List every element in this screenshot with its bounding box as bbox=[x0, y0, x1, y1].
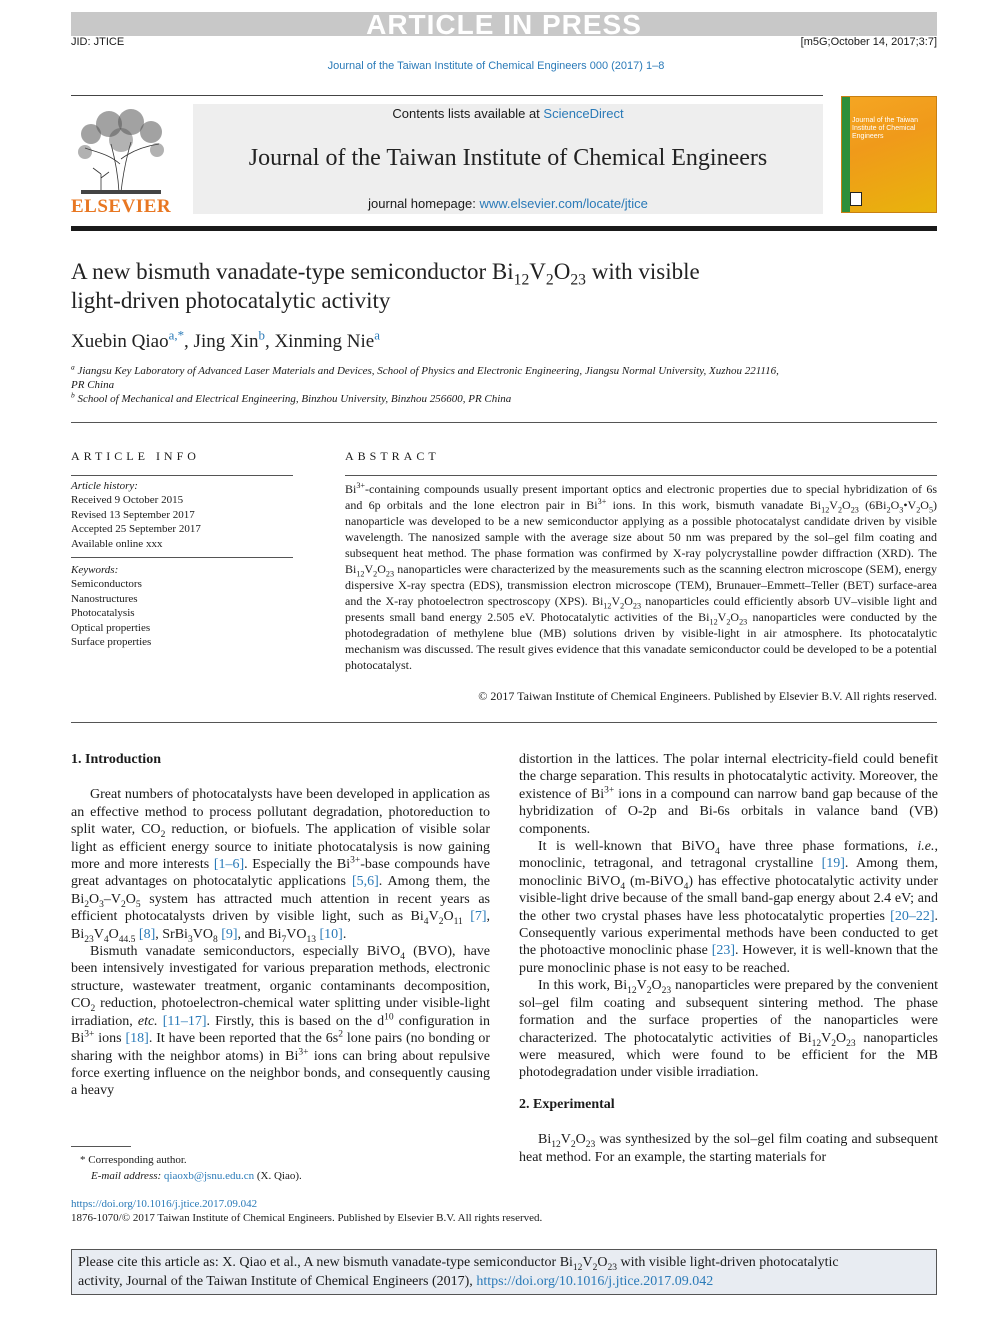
keyword: Optical properties bbox=[71, 621, 151, 634]
title-line-2: light-driven photocatalytic activity bbox=[71, 288, 391, 313]
author-list bbox=[71, 327, 380, 353]
journal-title: Journal of the Taiwan Institute of Chemical Engineers bbox=[248, 145, 768, 171]
author-sep: , bbox=[264, 331, 275, 352]
citation-box: Please cite this article as: X. Qiao et al., A new bismuth vanadate-type semiconductor $Bi_{12}V_2O_{23}$ with visible light-driven photocatalytic activity, Journal of the Taiwan Institute of Chemical Engineers (2017), https://doi.org/10.1016/j.jtice.2017.09.042 bbox=[71, 1249, 937, 1295]
corresponding-author-note: * Corresponding author. bbox=[80, 1154, 187, 1166]
author-name[interactable]: Xuebin Qiao bbox=[71, 331, 169, 352]
cite-text: with visible light-driven photocatalytic bbox=[616, 1255, 839, 1270]
author-mark[interactable]: a,* bbox=[168, 327, 185, 343]
reference-link[interactable]: [11–17] bbox=[162, 1013, 207, 1029]
reference-link[interactable]: [23] bbox=[711, 943, 736, 959]
build-stamp: [m5G;October 14, 2017;3:7] bbox=[800, 36, 937, 48]
reference-link[interactable]: [18] bbox=[125, 1031, 149, 1047]
body-column-left bbox=[71, 751, 490, 1100]
sciencedirect-link[interactable]: ScienceDirect bbox=[543, 106, 624, 121]
author-sep: , bbox=[184, 331, 194, 352]
journal-cover-thumbnail[interactable] bbox=[841, 96, 937, 213]
history-item: Available online xxx bbox=[71, 537, 163, 550]
reference-link[interactable]: [1–6] bbox=[213, 857, 245, 873]
masthead-top-rule bbox=[71, 95, 823, 96]
email-label: E-mail address: bbox=[91, 1170, 164, 1182]
history-item: Accepted 25 September 2017 bbox=[71, 523, 201, 536]
journal-id: JID: JTICE bbox=[71, 36, 125, 48]
info-rule bbox=[71, 557, 293, 558]
history-label: Article history: bbox=[71, 480, 138, 492]
title-sub: 12 bbox=[513, 271, 530, 289]
author-mark[interactable]: b bbox=[258, 327, 265, 343]
masthead-bottom-rule bbox=[71, 226, 937, 231]
email-link[interactable]: qiaoxb@jsnu.edu.cn bbox=[163, 1170, 255, 1182]
article-title bbox=[71, 257, 937, 315]
title-sub: 23 bbox=[570, 271, 586, 289]
reference-link[interactable]: [5,6] bbox=[351, 874, 379, 890]
title-text: A new bismuth vanadate-type semiconductor Bi bbox=[71, 259, 514, 284]
keyword: Photocatalysis bbox=[71, 607, 135, 620]
article-in-press-text: ARTICLE IN PRESS bbox=[366, 9, 642, 40]
homepage-prefix: journal homepage: bbox=[368, 196, 480, 211]
doi-link[interactable]: https://doi.org/10.1016/j.jtice.2017.09.042 bbox=[71, 1198, 258, 1210]
abstract-bottom-rule bbox=[71, 722, 937, 723]
paragraph: It is well-known that BiVO$_4$ have three phase formations, i.e., monoclinic, tetragonal, and tetragonal crystalline [19]. Among them, monoclinic BiVO$_4$ (m-BiVO$_4$) has effective photocatalytic activity under visible-light drive because of the small band-gap energy about 2.4 eV; and the other two crystal phases have less photocatalytic properties [20–22]. Consequently various experimental methods have been conducted to get the photoactive monoclinic phase [23]. However, it is well-known that the pure monoclinic phase is not easy to be reached. bbox=[519, 839, 938, 976]
keywords-label: Keywords: bbox=[71, 564, 119, 576]
contents-prefix: Contents lists available at bbox=[392, 106, 544, 121]
homepage-line bbox=[193, 196, 823, 211]
abstract-heading: ABSTRACT bbox=[345, 449, 440, 463]
reference-link[interactable]: [20–22] bbox=[890, 908, 935, 924]
info-rule bbox=[71, 475, 293, 476]
article-history bbox=[71, 479, 293, 551]
history-item: Received 9 October 2015 bbox=[71, 494, 184, 507]
section-heading-experimental: 2. Experimental bbox=[519, 1096, 615, 1112]
contents-line bbox=[193, 106, 823, 121]
issn-line: 1876-1070/© 2017 Taiwan Institute of Chemical Engineers. Published by Elsevier B.V. All rights reserved. bbox=[71, 1212, 543, 1224]
abstract-rule bbox=[345, 475, 937, 476]
reference-link[interactable]: [10] bbox=[319, 926, 343, 942]
affiliation-text: PR China bbox=[71, 379, 115, 391]
paragraph: distortion in the lattices. The polar internal electricity-field could benefit the charge separation. This results in photocatalytic activity. Moreover, the existence of $Bi^{3+}$ ions in a compound can narrow band gap because of the hybridization of O-2p and Bi-6s orbitals in valance band (VB) components. bbox=[519, 752, 938, 837]
cite-text: Please cite this article as: X. Qiao et al., A new bismuth vanadate-type semiconductor Bi bbox=[78, 1255, 573, 1270]
affiliation-a bbox=[71, 364, 831, 392]
affiliation-text: Jiangsu Key Laboratory of Advanced Laser Materials and Devices, School of Physics and Electronic Engineering, Jiangsu Normal University, Xuzhou 221116, bbox=[77, 365, 779, 377]
author-name[interactable]: Xinming Nie bbox=[274, 331, 375, 352]
affiliation-mark: b bbox=[71, 390, 75, 400]
section-heading-introduction: 1. Introduction bbox=[71, 752, 161, 767]
abstract-copyright: © 2017 Taiwan Institute of Chemical Engineers. Published by Elsevier B.V. All rights reserved. bbox=[478, 689, 937, 703]
title-text: O bbox=[553, 259, 571, 284]
article-info-heading: ARTICLE INFO bbox=[71, 449, 200, 463]
reference-link[interactable]: [8] bbox=[138, 926, 156, 942]
elsevier-wordmark: ELSEVIER bbox=[71, 196, 172, 217]
affiliation-rule bbox=[71, 422, 937, 423]
paragraph: $Bi_{12}V_2O_{23}$ was synthesized by the sol–gel film coating and subsequent heat method. For an example, the starting materials for bbox=[519, 1132, 938, 1165]
title-sub: 2 bbox=[545, 271, 554, 289]
title-text: with visible bbox=[585, 259, 700, 284]
paragraph: In this work, $Bi_{12}V_2O_{23}$ nanoparticles were prepared by the convenient sol–gel film coating and subsequent sintering method. The phase formation and the surface properties of the nanoparticles were characterized. The photocatalytic activities of $Bi_{12}V_2O_{23}$ nanoparticles were measured, which were found to be efficient for the MB photodegradation under visible irradiation. bbox=[519, 978, 939, 1081]
keywords bbox=[71, 563, 293, 649]
email-suffix: (X. Qiao). bbox=[254, 1170, 302, 1182]
reference-link[interactable]: [9] bbox=[221, 926, 238, 942]
keyword: Nanostructures bbox=[71, 592, 138, 605]
article-in-press-banner bbox=[71, 9, 937, 40]
reference-link[interactable]: [19] bbox=[821, 856, 845, 872]
cite-doi-link[interactable]: https://doi.org/10.1016/j.jtice.2017.09.042 bbox=[476, 1274, 714, 1289]
cite-text: activity, Journal of the Taiwan Institute of Chemical Engineers (2017), bbox=[78, 1274, 477, 1289]
paragraph: Bismuth vanadate semiconductors, especially BiVO$_4$ (BVO), have been intensively investigated for various preparation methods, electronic structure, wastewater treatment, organic contaminants decomposition, $CO_2$ reduction, photoelectron-chemical water splitting under visible-light irradiation, etc. [11–17]. Firstly, this is based on the $d^{10}$ configuration in $Bi^{3+}$ ions [18]. It have been reported that the $6s^2$ lone pairs (no bonding or sharing with the neighbor atoms) in $Bi^{3+}$ ions can bring about repulsive force exerting influence on the neighbor bonds, and consequently causing a heavy bbox=[71, 944, 491, 1099]
author-name[interactable]: Jing Xin bbox=[193, 331, 259, 352]
footnote-rule bbox=[71, 1146, 131, 1147]
cover-emblem-icon bbox=[850, 192, 862, 206]
keyword: Semiconductors bbox=[71, 578, 142, 591]
reference-link[interactable]: [7] bbox=[470, 909, 487, 925]
cover-text: Journal of the Taiwan Institute of Chemical Engineers bbox=[852, 117, 919, 140]
author-mark[interactable]: a bbox=[374, 327, 380, 343]
email-note bbox=[91, 1169, 302, 1184]
abstract-text: $Bi^{3+}$-containing compounds usually present important optics and electronic properties due to special hybridization of 6s and 6p orbitals and the lone electron pair in $Bi^{3+}$ ions. In this work, bismuth vanadate $Bi_{12}V_2O_{23}$ $(6Bi_2O_3•V_2O_5)$ nanoparticle was developed to be a new semiconductor applying as a possible photocatalyst candidate driven by visible wavelength. The nanosized sample with the average size about 50 nm was prepared by the sol–gel film coating and subsequent heat method. The phase formation was confirmed by X-ray polycrystalline powder diffraction (XRD). The $Bi_{12}V_2O_{23}$ nanoparticles were characterized by the measurements such as the scanning electron microscope (SEM), energy dispersive X-ray spectra (EDS), transmission electron microscope (TEM), Brunauer–Emmett–Teller (BET) surface-area and the X-ray photoelectron spectroscopy (XPS). $Bi_{12}V_2O_{23}$ nanoparticles could efficiently absorb UV–visible light and presents small band energy 2.505 eV. Photocatalytic activities of the $Bi_{12}V_2O_{23}$ nanoparticles were conducted by the photodegradation of methylene blue (MB) solutions driven by visible-light in air atmosphere. Its photocatalytic mechanism was discussed. The result gives evidence that this vanadate semiconductor could be developed to be a potential photocatalyst. bbox=[345, 481, 938, 672]
homepage-link[interactable]: www.elsevier.com/locate/jtice bbox=[479, 196, 648, 211]
paragraph: Great numbers of photocatalysts have been developed in application as an effective method to process pollutant degradation, photoreduction to split water, $CO_2$ reduction, or biofuels. The application of visible solar light as efficient energy source to initiate photocatalysis is now gaining more and more interests [1–6]. Especially the $Bi^{3+}$-base compounds have great advantages on photocatalytic applications [5,6]. Among them, the $Bi_2O_3-V_2O_5$ system has attracted much attention in recent years as efficient photocatalysts driven by visible light, such as $Bi_4V_2O_{11}$ [7], $Bi_{23}V_4O_{44.5}$ [8], $SrBi_3VO_8$ [9], and $Bi_7VO_{13}$ [10]. bbox=[71, 787, 491, 945]
affiliation-mark: a bbox=[71, 362, 75, 372]
cover-stripe bbox=[842, 97, 850, 212]
corresponding-text: Corresponding author. bbox=[88, 1154, 187, 1166]
title-text: V bbox=[529, 259, 546, 284]
body-column-right bbox=[519, 751, 938, 1166]
affiliation-text: School of Mechanical and Electrical Engineering, Binzhou University, Binzhou 256600, PR China bbox=[77, 393, 512, 405]
history-item: Revised 13 September 2017 bbox=[71, 508, 195, 521]
affiliation-b bbox=[71, 392, 831, 406]
keyword: Surface properties bbox=[71, 636, 152, 649]
journal-citation-link[interactable]: Journal of the Taiwan Institute of Chemical Engineers 000 (2017) 1–8 bbox=[327, 60, 665, 72]
